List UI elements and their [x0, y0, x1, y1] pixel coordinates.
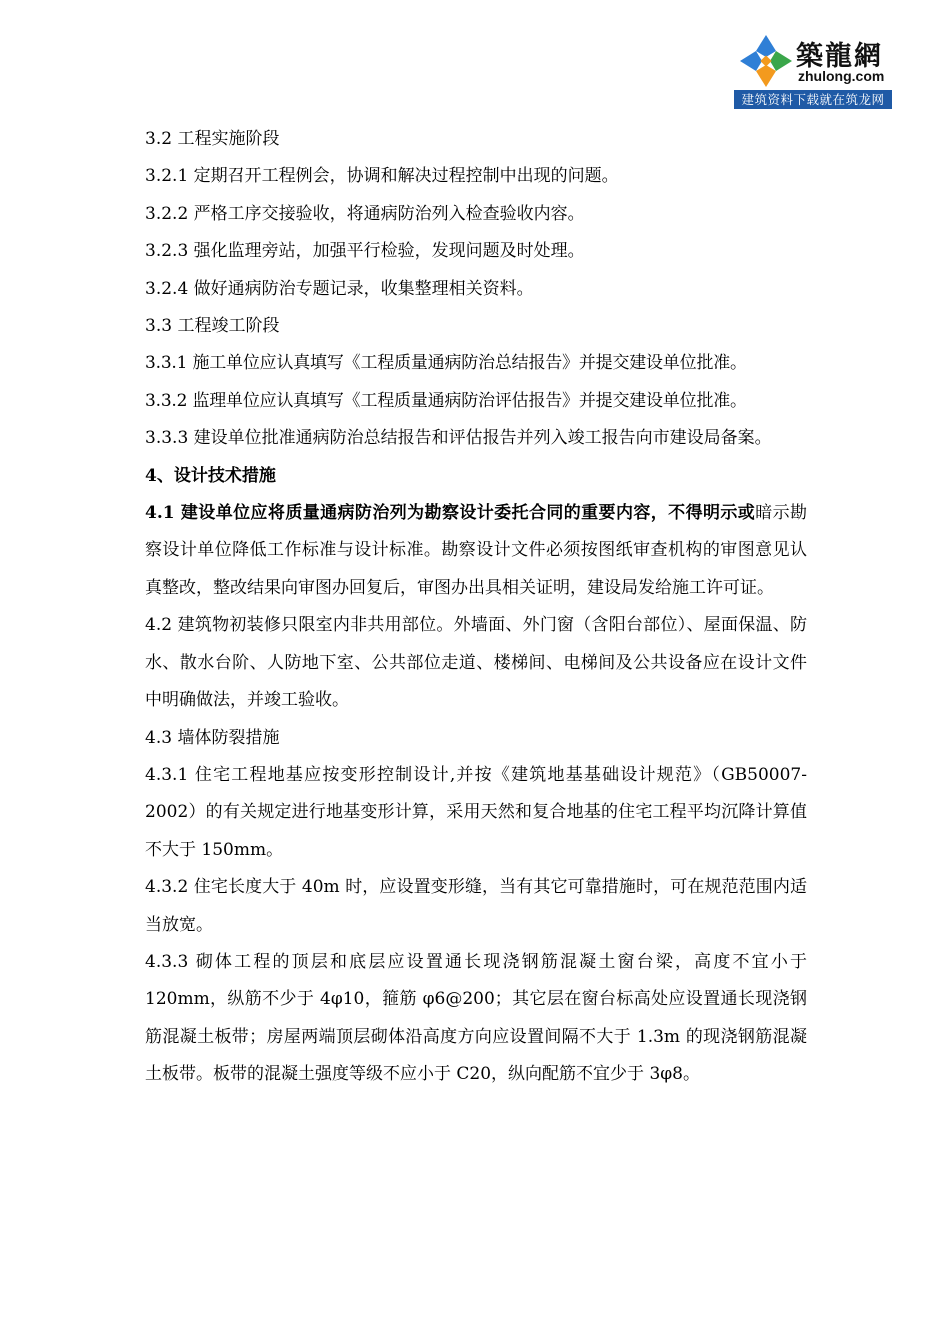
paragraph: 3.2.4 做好通病防治专题记录，收集整理相关资料。 [145, 278, 534, 299]
paragraph: 3.3.3 建设单位批准通病防治总结报告和评估报告并列入竣工报告向市建设局备案。 [145, 428, 772, 449]
zhulong-logo-icon [738, 33, 794, 89]
logo-site: zhulong.com [798, 68, 885, 84]
paragraph: 3.3 工程竣工阶段 [145, 316, 280, 337]
zhulong-logo [734, 31, 892, 109]
paragraph: 3.3.1 施工单位应认真填写《工程质量通病防治总结报告》并提交建设单位批准。 [145, 353, 747, 374]
paragraph: 4.3.2 住宅长度大于 40m 时，应设置变形缝，当有其它可靠措施时，可在规范范围内适当放宽。 [145, 877, 807, 935]
paragraph: 3.2.2 严格工序交接验收，将通病防治列入检查验收内容。 [145, 203, 585, 224]
paragraph: 4.2 建筑物初装修只限室内非共用部位。外墙面、外门窗（含阳台部位）、屋面保温、防水、散水台阶、人防地下室、公共部位走道、楼梯间、电梯间及公共设备应在设计文件中明确做法，并竣工验收。 [145, 615, 807, 711]
paragraph: 4.3.1 住宅工程地基应按变形控制设计,并按《建筑地基基础设计规范》（GB50007-2002）的有关规定进行地基变形计算，采用天然和复合地基的住宅工程平均沉降计算值不大于 150mm。 [145, 764, 807, 860]
paragraph-bold-lead: 4.1 建设单位应将质量通病防治列为勘察设计委托合同的重要内容，不得明示或 [145, 503, 756, 524]
paragraph: 3.2 工程实施阶段 [145, 129, 280, 149]
section-heading: 4、设计技术措施 [145, 465, 276, 486]
logo-name: 築龍網 [796, 41, 883, 72]
paragraph-rest: 暗示勘察设计单位降低工作标准与设计标准。勘察设计文件必须按图纸审查机构的审图意见认真整改，整改结果向审图办回复后，审图办出具相关证明，建设局发给施工许可证。 [145, 503, 807, 598]
paragraph: 3.2.3 强化监理旁站，加强平行检验，发现问题及时处理。 [145, 241, 585, 262]
paragraph: 3.2.1 定期召开工程例会，协调和解决过程控制中出现的问题。 [145, 166, 619, 187]
paragraph: 3.3.2 监理单位应认真填写《工程质量通病防治评估报告》并提交建设单位批准。 [145, 390, 747, 411]
document-body [145, 121, 807, 1094]
paragraph: 4.3 墙体防裂措施 [145, 727, 280, 748]
logo-slogan: 建筑资料下载就在筑龙网 [734, 90, 892, 109]
paragraph [145, 495, 807, 607]
paragraph: 4.3.3 砌体工程的顶层和底层应设置通长现浇钢筋混凝土窗台梁，高度不宜小于120mm，纵筋不少于 4φ10，箍筋 φ6@200；其它层在窗台标高处应设置通长现浇钢筋混凝土板带；房屋两端顶层砌体沿高度方向应设置间隔不大于 1.3m 的现浇钢筋混凝土板带。板带的混凝土强度等级不应小于 C20，纵向配筋不宜少于 3φ8。 [145, 951, 807, 1085]
